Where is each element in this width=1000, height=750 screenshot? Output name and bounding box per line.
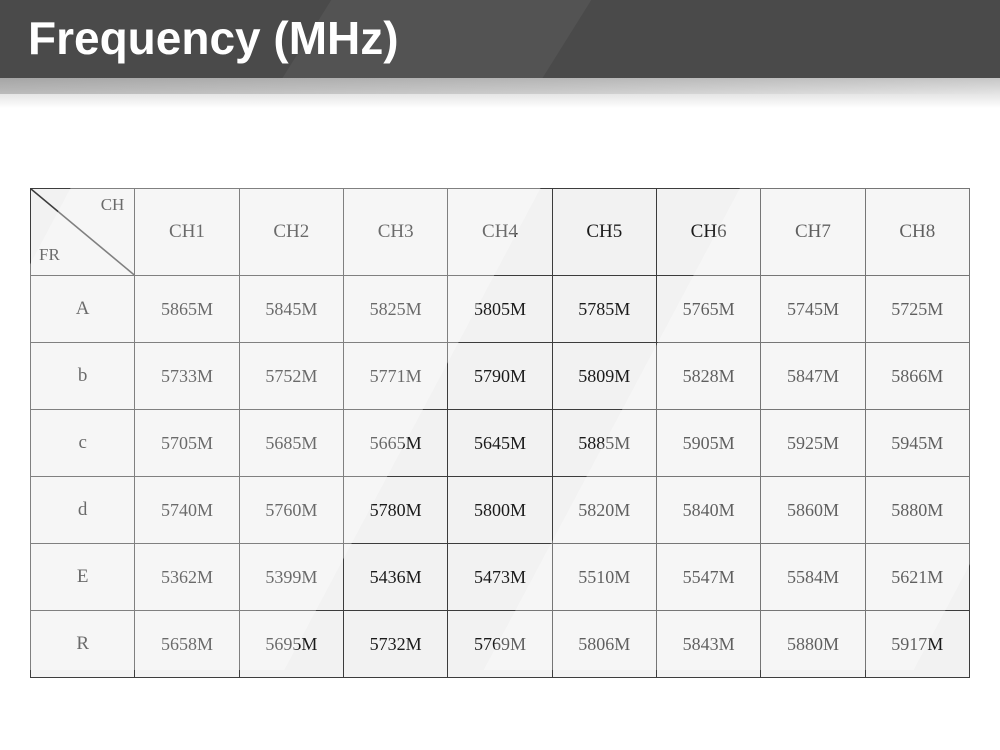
cell-c-ch3: 5665M	[343, 410, 447, 477]
cell-r-ch2: 5695M	[239, 611, 343, 678]
cell-e-ch5: 5510M	[552, 544, 656, 611]
cell-b-ch4: 5790M	[448, 343, 552, 410]
table-row	[31, 410, 970, 477]
header-shadow	[0, 78, 1000, 108]
column-header-ch2: CH2	[239, 189, 343, 276]
frequency-table	[30, 188, 970, 678]
cell-r-ch6: 5843M	[656, 611, 760, 678]
cell-b-ch6: 5828M	[656, 343, 760, 410]
table-header-row	[31, 189, 970, 276]
cell-r-ch5: 5806M	[552, 611, 656, 678]
cell-d-ch7: 5860M	[761, 477, 865, 544]
cell-b-ch5: 5809M	[552, 343, 656, 410]
cell-c-ch1: 5705M	[135, 410, 239, 477]
cell-e-ch1: 5362M	[135, 544, 239, 611]
cell-c-ch8: 5945M	[865, 410, 969, 477]
table-row	[31, 343, 970, 410]
row-label-b: b	[31, 343, 135, 410]
cell-b-ch3: 5771M	[343, 343, 447, 410]
cell-c-ch4: 5645M	[448, 410, 552, 477]
cell-e-ch2: 5399M	[239, 544, 343, 611]
cell-e-ch3: 5436M	[343, 544, 447, 611]
corner-column-axis-label: CH	[100, 195, 125, 214]
column-header-ch5: CH5	[552, 189, 656, 276]
cell-r-ch7: 5880M	[761, 611, 865, 678]
column-header-ch1: CH1	[135, 189, 239, 276]
cell-e-ch4: 5473M	[448, 544, 552, 611]
cell-c-ch7: 5925M	[761, 410, 865, 477]
row-label-r: R	[31, 611, 135, 678]
row-label-a: A	[31, 276, 135, 343]
cell-d-ch2: 5760M	[239, 477, 343, 544]
cell-e-ch8: 5621M	[865, 544, 969, 611]
cell-r-ch4: 5769M	[448, 611, 552, 678]
row-label-e: E	[31, 544, 135, 611]
cell-b-ch2: 5752M	[239, 343, 343, 410]
table-corner-cell	[31, 189, 135, 276]
frequency-table-container	[30, 188, 970, 678]
cell-a-ch2: 5845M	[239, 276, 343, 343]
table-row	[31, 611, 970, 678]
column-header-ch3: CH3	[343, 189, 447, 276]
cell-a-ch6: 5765M	[656, 276, 760, 343]
cell-a-ch7: 5745M	[761, 276, 865, 343]
column-header-ch4: CH4	[448, 189, 552, 276]
cell-d-ch3: 5780M	[343, 477, 447, 544]
cell-r-ch3: 5732M	[343, 611, 447, 678]
cell-b-ch1: 5733M	[135, 343, 239, 410]
cell-d-ch4: 5800M	[448, 477, 552, 544]
corner-row-axis-label: FR	[39, 245, 60, 264]
cell-d-ch6: 5840M	[656, 477, 760, 544]
row-label-d: d	[31, 477, 135, 544]
cell-d-ch8: 5880M	[865, 477, 969, 544]
column-header-ch6: CH6	[656, 189, 760, 276]
cell-c-ch6: 5905M	[656, 410, 760, 477]
column-header-ch8: CH8	[865, 189, 969, 276]
cell-e-ch6: 5547M	[656, 544, 760, 611]
cell-a-ch1: 5865M	[135, 276, 239, 343]
cell-a-ch3: 5825M	[343, 276, 447, 343]
header-banner	[0, 0, 1000, 78]
cell-r-ch1: 5658M	[135, 611, 239, 678]
cell-d-ch5: 5820M	[552, 477, 656, 544]
cell-d-ch1: 5740M	[135, 477, 239, 544]
cell-r-ch8: 5917M	[865, 611, 969, 678]
cell-e-ch7: 5584M	[761, 544, 865, 611]
page-title: Frequency (MHz)	[28, 12, 399, 64]
column-header-ch7: CH7	[761, 189, 865, 276]
cell-c-ch2: 5685M	[239, 410, 343, 477]
row-label-c: c	[31, 410, 135, 477]
cell-a-ch8: 5725M	[865, 276, 969, 343]
cell-a-ch4: 5805M	[448, 276, 552, 343]
cell-c-ch5: 5885M	[552, 410, 656, 477]
cell-b-ch7: 5847M	[761, 343, 865, 410]
table-row	[31, 276, 970, 343]
cell-b-ch8: 5866M	[865, 343, 969, 410]
table-row	[31, 477, 970, 544]
table-row	[31, 544, 970, 611]
cell-a-ch5: 5785M	[552, 276, 656, 343]
